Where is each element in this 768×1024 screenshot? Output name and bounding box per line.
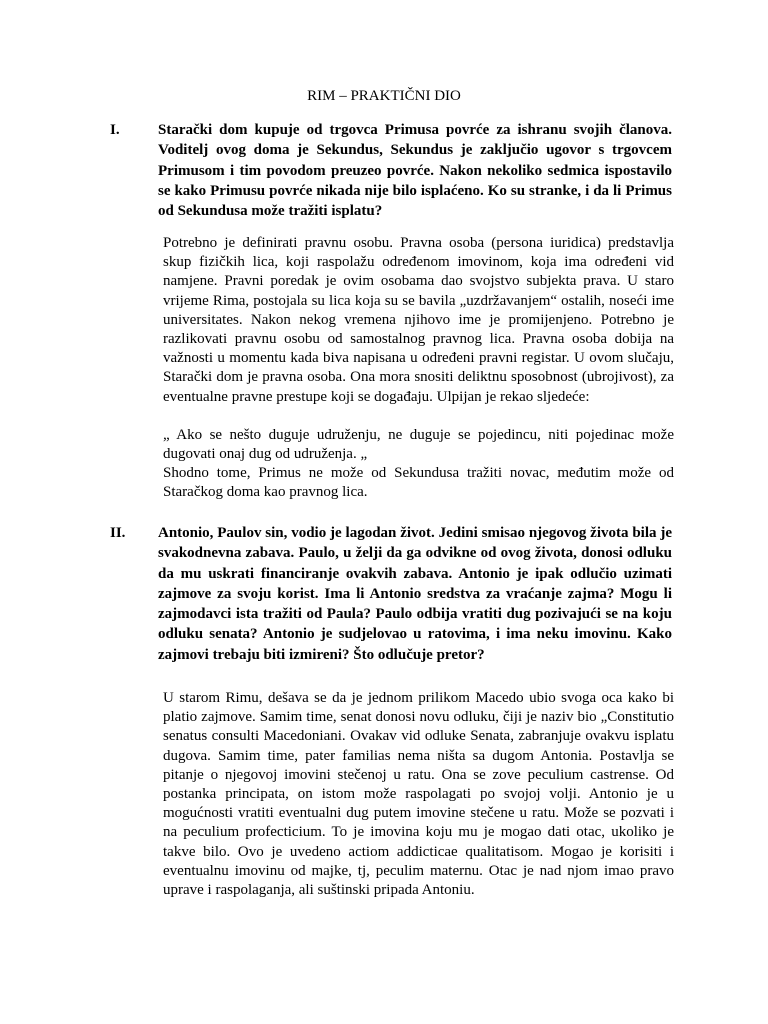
question-text: Antonio, Paulov sin, vodio je lagodan život. Jedini smisao njegovog života bila je svakodnevna zabava. Paulo, u želji da ga odvikne od ovog života, donosi odluku da mu uskrati financiranje ovakvih zabava. Antonio je ipak odlučio uzimati zajmove za svoju korist. Ima li Antonio sredstva za vraćanje zajma? Mogu li zajmodavci ista tražiti od Paula? Paulo odbija vratiti dug pozivajući se na koju odluku senata? Antonio je sudjelovao u ratovima, i ima neku imovinu. Kako zajmovi trebaju biti izmireni? Što odlučuje pretor? — [158, 525, 672, 663]
answer-paragraph: U starom Rimu, dešava se da je jednom prilikom Macedo ubio svoga oca kako bi platio zajmove. Samim time, senat donosi novu odluku, čiji je naziv bio „Constitutio senatus consulti Macedoniani. Ovakav vid odluke Senata, zabranjuje ovakvu isplatu dugova. Samim time, pater familias nema ništa sa dugom Antonia. Postavlja se pitanje o njegovoj imovini stečenoj u ratu. Ona se zove peculium castrense. Od postanka principata, on istom može raspolagati po svojoj volji. Antonio je u mogućnosti vratiti eventualni dug putem imovine stečene u ratu. Može se pozvati i na peculium profecticium. To je imovina koju mu je mogao dati otac, ukoliko je takve bilo. Ovo je uvedeno actiom addicticae qualitatisom. Mogao je korisiti i eventualnu imovinu od majke, tj, peculim maternu. Otac je nad njom imao pravo uprave i raspolaganja, ali suštinski pripada Antoniu. — [163, 690, 674, 899]
document-title: RIM – PRAKTIČNI DIO — [307, 88, 461, 104]
answer-quote: „ Ako se nešto duguje udruženju, ne duguje se pojedincu, niti pojedinac može dugovati onaj dug od udruženja. „ — [163, 427, 674, 463]
section-number: II. — [110, 525, 126, 541]
section-number: I. — [110, 122, 120, 138]
answer-paragraph: Potrebno je definirati pravnu osobu. Pravna osoba (persona iuridica) predstavlja skup fizičkih lica, koji raspolažu određenom imovinom, koja ima određeni vid namjene. Pravni poredak je ovim osobama dao svojstvo subjekta prava. U staro vrijeme Rima, postojala su lica koja su se bavila „uzdržavanjem“ ostalih, noseći ime universitates. Nakon nekog vremena njihovo ime je promijenjeno. Potrebno je razlikovati pravnu osobu od samostalnog pravnog lica. Pravna osoba dobija na važnosti u momentu kada biva napisana u određeni pravni registar. U ovom slučaju, Starački dom je pravna osoba. Ona mora snositi deliktnu sposobnost (ubrojivost), za eventualne pravne prestupe koji se događaju. Ulpijan je rekao sljedeće: — [163, 235, 674, 405]
answer-paragraph: Shodno tome, Primus ne može od Sekundusa tražiti novac, međutim može od Staračkog doma kao pravnog lica. — [163, 465, 674, 501]
question-text: Starački dom kupuje od trgovca Primusa povrće za ishranu svojih članova. Voditelj ovog doma je Sekundus, Sekundus je zaključio ugovor s trgovcem Primusom i tim povodom preuzeo povrće. Nakon nekoliko sedmica ispostavilo se kako Primusu povrće nikada nije bilo isplaćeno. Ko su stranke, i da li Primus od Sekundusa može tražiti isplatu? — [158, 122, 672, 220]
